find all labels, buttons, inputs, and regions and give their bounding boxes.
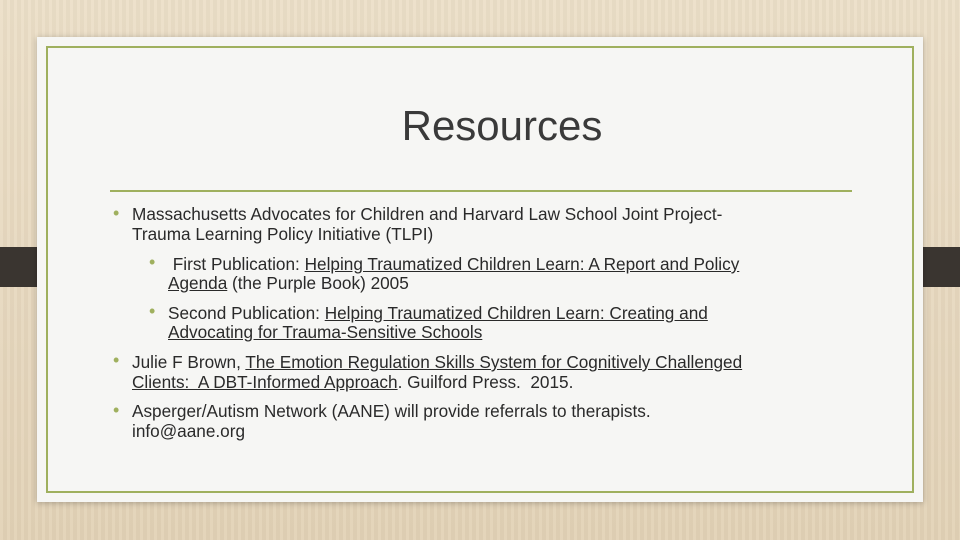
- bullet-text: [168, 303, 708, 323]
- bullet-dot-icon: •: [149, 252, 156, 272]
- book-link[interactable]: Clients: A DBT-Informed Approach: [132, 372, 398, 392]
- publication-link[interactable]: Helping Traumatized Children Learn: Creating and: [324, 303, 708, 323]
- bullet-text: Trauma Learning Policy Initiative (TLPI): [132, 224, 434, 244]
- bullet-dot-icon: •: [113, 350, 120, 370]
- bullet-text: [168, 322, 482, 342]
- bullet-dot-icon: •: [113, 400, 120, 420]
- bullet-prefix: Julie F Brown,: [132, 352, 246, 372]
- publication-link[interactable]: Agenda: [168, 273, 228, 293]
- publication-link[interactable]: Helping Traumatized Children Learn: A Report and Policy: [304, 254, 740, 274]
- publication-link[interactable]: Advocating for Trauma-Sensitive Schools: [168, 322, 483, 342]
- bullet-suffix: (the Purple Book) 2005: [227, 273, 409, 293]
- bullet-text: Asperger/Autism Network (AANE) will provide referrals to therapists.: [132, 401, 651, 421]
- bullet-dot-icon: •: [149, 301, 156, 321]
- book-link[interactable]: The Emotion Regulation Skills System for Cognitively Challenged: [245, 352, 743, 372]
- bullet-text: Massachusetts Advocates for Children and Harvard Law School Joint Project-: [132, 204, 723, 224]
- bullet-text: [132, 372, 573, 392]
- bullet-dot-icon: •: [113, 203, 120, 223]
- bullet-text: [168, 273, 409, 293]
- bullet-text: [132, 352, 742, 372]
- bullet-prefix: Second Publication:: [168, 303, 325, 323]
- bullet-suffix: . Guilford Press. 2015.: [397, 372, 574, 392]
- email-text: info@aane.org: [132, 421, 246, 441]
- slide-title: Resources: [401, 102, 603, 149]
- bullet-text: [168, 254, 739, 274]
- bullet-prefix: First Publication:: [168, 254, 305, 274]
